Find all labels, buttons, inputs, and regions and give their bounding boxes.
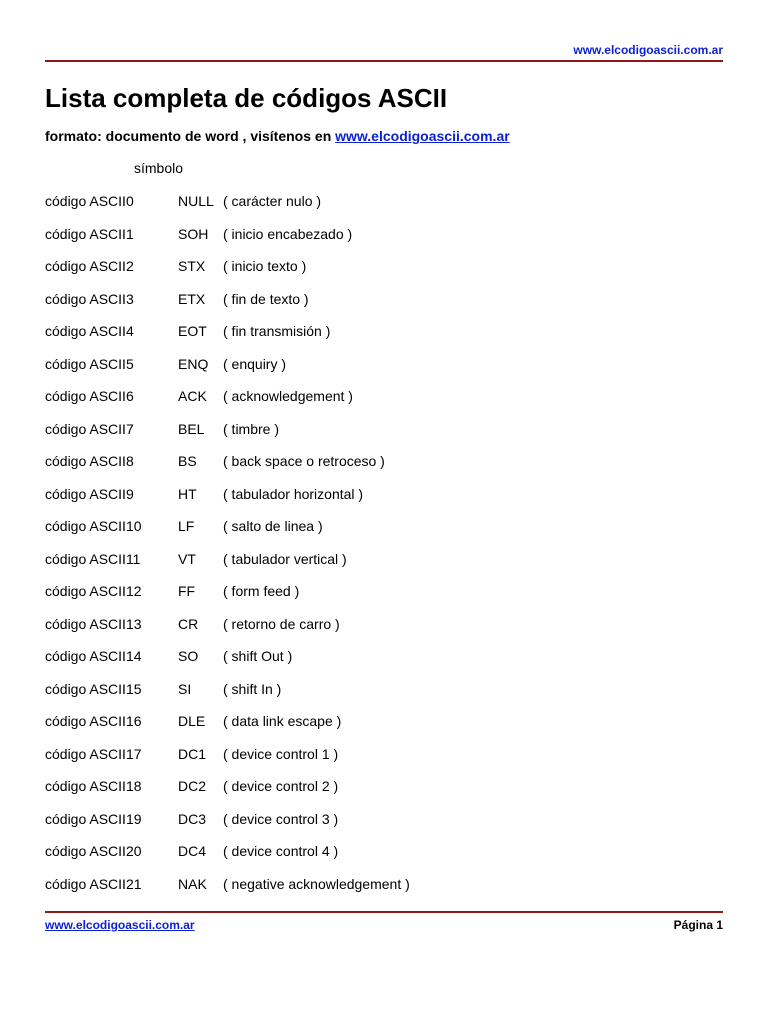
code-label: código ASCII12 [45, 583, 142, 599]
symbol-label: BS [178, 453, 197, 469]
code-label: código ASCII19 [45, 810, 142, 827]
symbol-label: CR [178, 615, 199, 632]
subtitle-site-link[interactable]: www.elcodigoascii.com.ar [335, 128, 510, 144]
description-label: ( shift Out ) [223, 648, 293, 664]
code-label: código ASCII14 [45, 648, 142, 664]
description-label: ( shift In ) [223, 680, 282, 697]
description-label: ( fin transmisión ) [223, 323, 331, 339]
description-label: ( timbre ) [223, 420, 279, 437]
symbol-label: STX [178, 258, 206, 274]
code-label: código ASCII21 [45, 875, 142, 892]
code-label: código ASCII4 [45, 323, 134, 339]
code-label: código ASCII20 [45, 843, 142, 859]
description-label: ( device control 3 ) [223, 810, 339, 827]
symbol-label: DC4 [178, 843, 207, 859]
description-label: ( tabulador vertical ) [223, 550, 347, 567]
subtitle [45, 128, 510, 144]
code-label: código ASCII10 [45, 518, 142, 534]
symbol-label: FF [178, 583, 196, 599]
description-label: ( negative acknowledgement ) [223, 875, 410, 892]
page-number: Página 1 [673, 918, 723, 932]
code-label: código ASCII17 [45, 745, 142, 762]
code-label: código ASCII9 [45, 485, 134, 502]
code-label: código ASCII2 [45, 258, 134, 274]
code-label: código ASCII7 [45, 420, 134, 437]
symbol-column-header: símbolo [134, 160, 184, 176]
footer-site-link[interactable]: www.elcodigoascii.com.ar [45, 918, 195, 932]
description-label: ( device control 4 ) [223, 843, 339, 859]
description-label: ( device control 2 ) [223, 778, 339, 794]
page-title: Lista completa de códigos ASCII [45, 83, 448, 113]
code-label: código ASCII5 [45, 355, 134, 372]
description-label: ( carácter nulo ) [223, 193, 322, 209]
description-label: ( salto de linea ) [223, 518, 323, 534]
symbol-label: BEL [178, 420, 205, 437]
code-label: código ASCII0 [45, 193, 134, 209]
header-divider [45, 60, 723, 62]
description-label: ( enquiry ) [223, 355, 287, 372]
symbol-label: HT [178, 485, 197, 502]
symbol-label: EOT [178, 323, 207, 339]
code-label: código ASCII1 [45, 225, 134, 242]
symbol-label: DC1 [178, 745, 207, 762]
code-label: código ASCII3 [45, 290, 134, 307]
symbol-label: SI [178, 680, 192, 697]
description-label: ( form feed ) [223, 583, 300, 599]
code-label: código ASCII15 [45, 680, 142, 697]
code-label: código ASCII6 [45, 388, 134, 404]
symbol-label: ENQ [178, 355, 209, 372]
description-label: ( device control 1 ) [223, 745, 339, 762]
description-label: ( data link escape ) [223, 713, 342, 729]
symbol-label: DLE [178, 713, 206, 729]
description-label: ( retorno de carro ) [223, 615, 340, 632]
code-label: código ASCII16 [45, 713, 142, 729]
description-label: ( tabulador horizontal ) [223, 485, 364, 502]
description-label: ( inicio encabezado ) [223, 225, 353, 242]
footer-divider [45, 911, 723, 913]
symbol-label: LF [178, 518, 195, 534]
description-label: ( acknowledgement ) [223, 388, 353, 404]
code-label: código ASCII13 [45, 615, 142, 632]
symbol-label: ACK [178, 388, 207, 404]
description-label: ( back space o retroceso ) [223, 453, 385, 469]
symbol-label: VT [178, 550, 196, 567]
symbol-label: NAK [178, 875, 207, 892]
symbol-label: DC2 [178, 778, 207, 794]
code-label: código ASCII18 [45, 778, 142, 794]
subtitle-text: formato: documento de word , visítenos en [45, 128, 336, 144]
symbol-label: DC3 [178, 810, 207, 827]
description-label: ( fin de texto ) [223, 290, 309, 307]
symbol-label: SOH [178, 225, 209, 242]
description-label: ( inicio texto ) [223, 258, 307, 274]
code-label: código ASCII11 [45, 550, 141, 567]
symbol-label: SO [178, 648, 199, 664]
symbol-label: NULL [178, 193, 214, 209]
header-site-link[interactable]: www.elcodigoascii.com.ar [573, 43, 723, 57]
code-label: código ASCII8 [45, 453, 134, 469]
symbol-label: ETX [178, 290, 206, 307]
